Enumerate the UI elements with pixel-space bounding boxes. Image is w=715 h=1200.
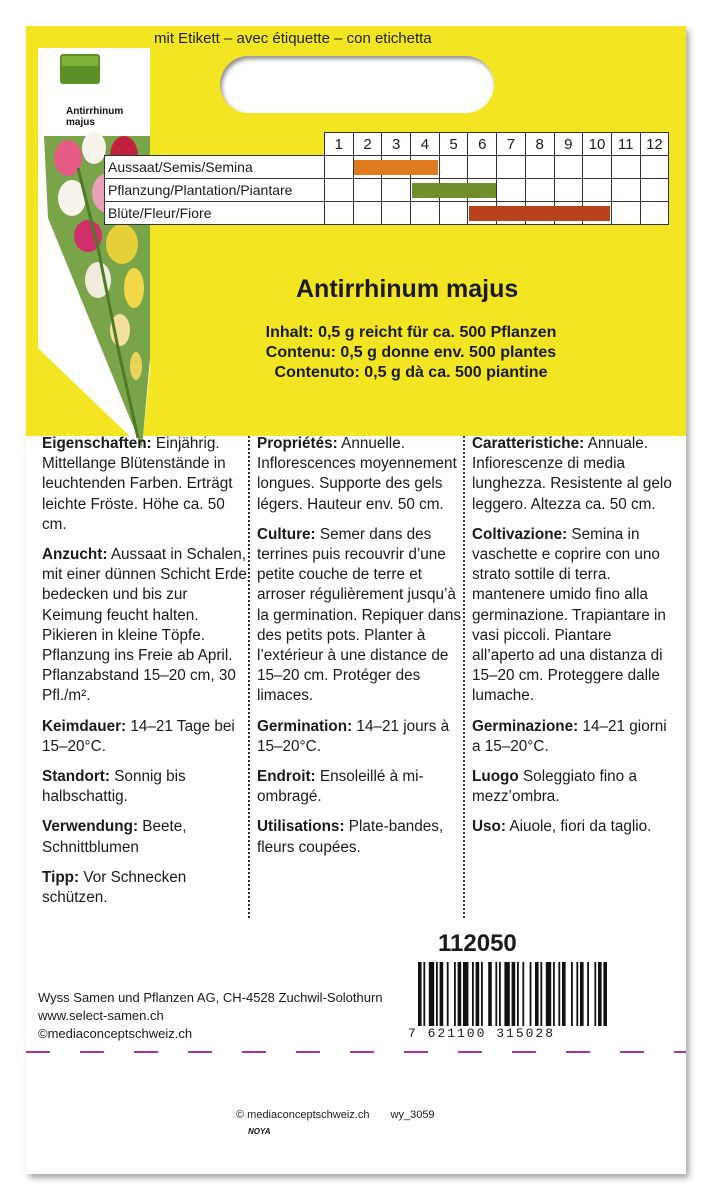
paragraph: Eigenschaften: Einjährig. Mittellange Blütenstände in leuchtenden Farben. Erträgt leichte Fröste. Höhe ca. 50 cm. [42, 435, 233, 533]
paragraph: Germinazione: 14–21 giorni a 15–20°C. [472, 717, 667, 755]
paragraph: Culture: Semer dans des terrines puis recouvrir d’une petite couche de terre et arroser régulièrement jusqu’à la germination. Repiquer dans des petits pots. Planter à l’extérieur à une distance de 15–20 cm. Protéger des limaces. [257, 525, 462, 705]
product-title: Antirrhinum majus [296, 275, 519, 303]
barcode-digits: 7 621100 315028 [408, 1026, 668, 1041]
paragraph: Utilisations: Plate-bandes, fleurs coupées. [257, 818, 444, 856]
month-header: 8 [525, 133, 554, 156]
column-divider [463, 436, 465, 918]
month-header: 9 [554, 133, 583, 156]
hanger-slot [220, 56, 494, 113]
calendar-row-planting [105, 179, 669, 202]
contents-fr: Contenu: 0,5 g donne env. 500 plantes [265, 344, 557, 361]
label-plant-name: Antirrhinum majus [66, 106, 124, 128]
paragraph: Propriétés: Annuelle. Inflorescences moyennement longues. Supporte des gels légers. Hauteur env. 50 cm. [257, 435, 457, 513]
contents-info [231, 323, 591, 383]
month-header: 2 [353, 133, 382, 156]
paragraph: Uso: Aiuole, fiori da taglio. [472, 818, 652, 836]
month-header: 1 [325, 133, 354, 156]
column-italian [472, 434, 677, 848]
footer-code: wy_3059 [390, 1109, 435, 1121]
company-address: Wyss Samen und Pflanzen AG, CH-4528 Zuchwil-Solothurn [38, 990, 383, 1005]
calendar-header-row [105, 133, 669, 156]
printer-logo: NOYA [248, 1127, 271, 1136]
paragraph: Anzucht: Aussaat in Schalen, mit einer dünnen Schicht Erde bedecken und bis zur Keimung feucht halten. Pikieren in kleine Töpfe. Pflanzung ins Freie ab April. Pflanzabstand 15–20 cm, 30 Pfl./m². [42, 546, 247, 705]
column-divider [248, 436, 250, 918]
paragraph: Luogo Soleggiato fino a mezz’ombra. [472, 768, 637, 806]
calendar-row-label: Blüte/Fleur/Fiore [105, 202, 325, 225]
footer-copyright: © mediaconceptschweiz.ch [236, 1109, 370, 1121]
article-number: 112050 [438, 930, 517, 957]
paragraph: Verwendung: Beete, Schnittblumen [42, 818, 187, 856]
paragraph: Germination: 14–21 jours à 15–20°C. [257, 717, 450, 755]
paragraph: Endroit: Ensoleillé à mi-ombragé. [257, 768, 424, 806]
seed-packet [26, 26, 686, 1174]
month-header: 10 [583, 133, 612, 156]
month-header: 6 [468, 133, 497, 156]
contents-de: Inhalt: 0,5 g reicht für ca. 500 Pflanzen [265, 324, 557, 341]
top-note: mit Etikett – avec étiquette – con etichetta [154, 30, 432, 47]
column-french [257, 434, 462, 868]
plant-label [38, 48, 150, 448]
month-header: 12 [640, 133, 669, 156]
month-header: 4 [411, 133, 440, 156]
calendar-row-label: Aussaat/Semis/Semina [105, 156, 325, 179]
column-german [42, 434, 247, 918]
calendar-row-sowing [105, 156, 669, 179]
calendar-row-flowering [105, 202, 669, 225]
footer [236, 1109, 453, 1121]
company-copyright: ©mediaconceptschweiz.ch [38, 1026, 193, 1041]
company-website: www.select-samen.ch [38, 1008, 164, 1023]
cut-line [26, 1050, 686, 1054]
month-header: 3 [382, 133, 411, 156]
calendar-row-label: Pflanzung/Plantation/Piantare [105, 179, 325, 202]
paragraph: Caratteristiche: Annuale. Infiorescenze di media lunghezza. Resistente al gelo leggero. Altezza ca. 50 cm. [472, 435, 672, 513]
month-header: 7 [497, 133, 526, 156]
month-header: 5 [439, 133, 468, 156]
contents-it: Contenuto: 0,5 g dà ca. 500 piantine [274, 364, 548, 381]
paragraph: Keimdauer: 14–21 Tage bei 15–20°C. [42, 717, 235, 755]
brand-logo-text: select [84, 84, 113, 95]
company-info [38, 989, 383, 1043]
paragraph: Tipp: Vor Schnecken schützen. [42, 868, 187, 907]
sowing-calendar [104, 132, 669, 225]
paragraph: Coltivazione: Semina in vaschette e coprire con uno strato sottile di terra. mantenere umido fino alla germinazione. Trapiantare in vasi piccoli. Piantare all’aperto ad una distanza di 15–20 cm. Proteggere dalle lumache. [472, 525, 666, 705]
paragraph: Standort: Sonnig bis halbschattig. [42, 768, 186, 806]
month-header: 11 [611, 133, 640, 156]
